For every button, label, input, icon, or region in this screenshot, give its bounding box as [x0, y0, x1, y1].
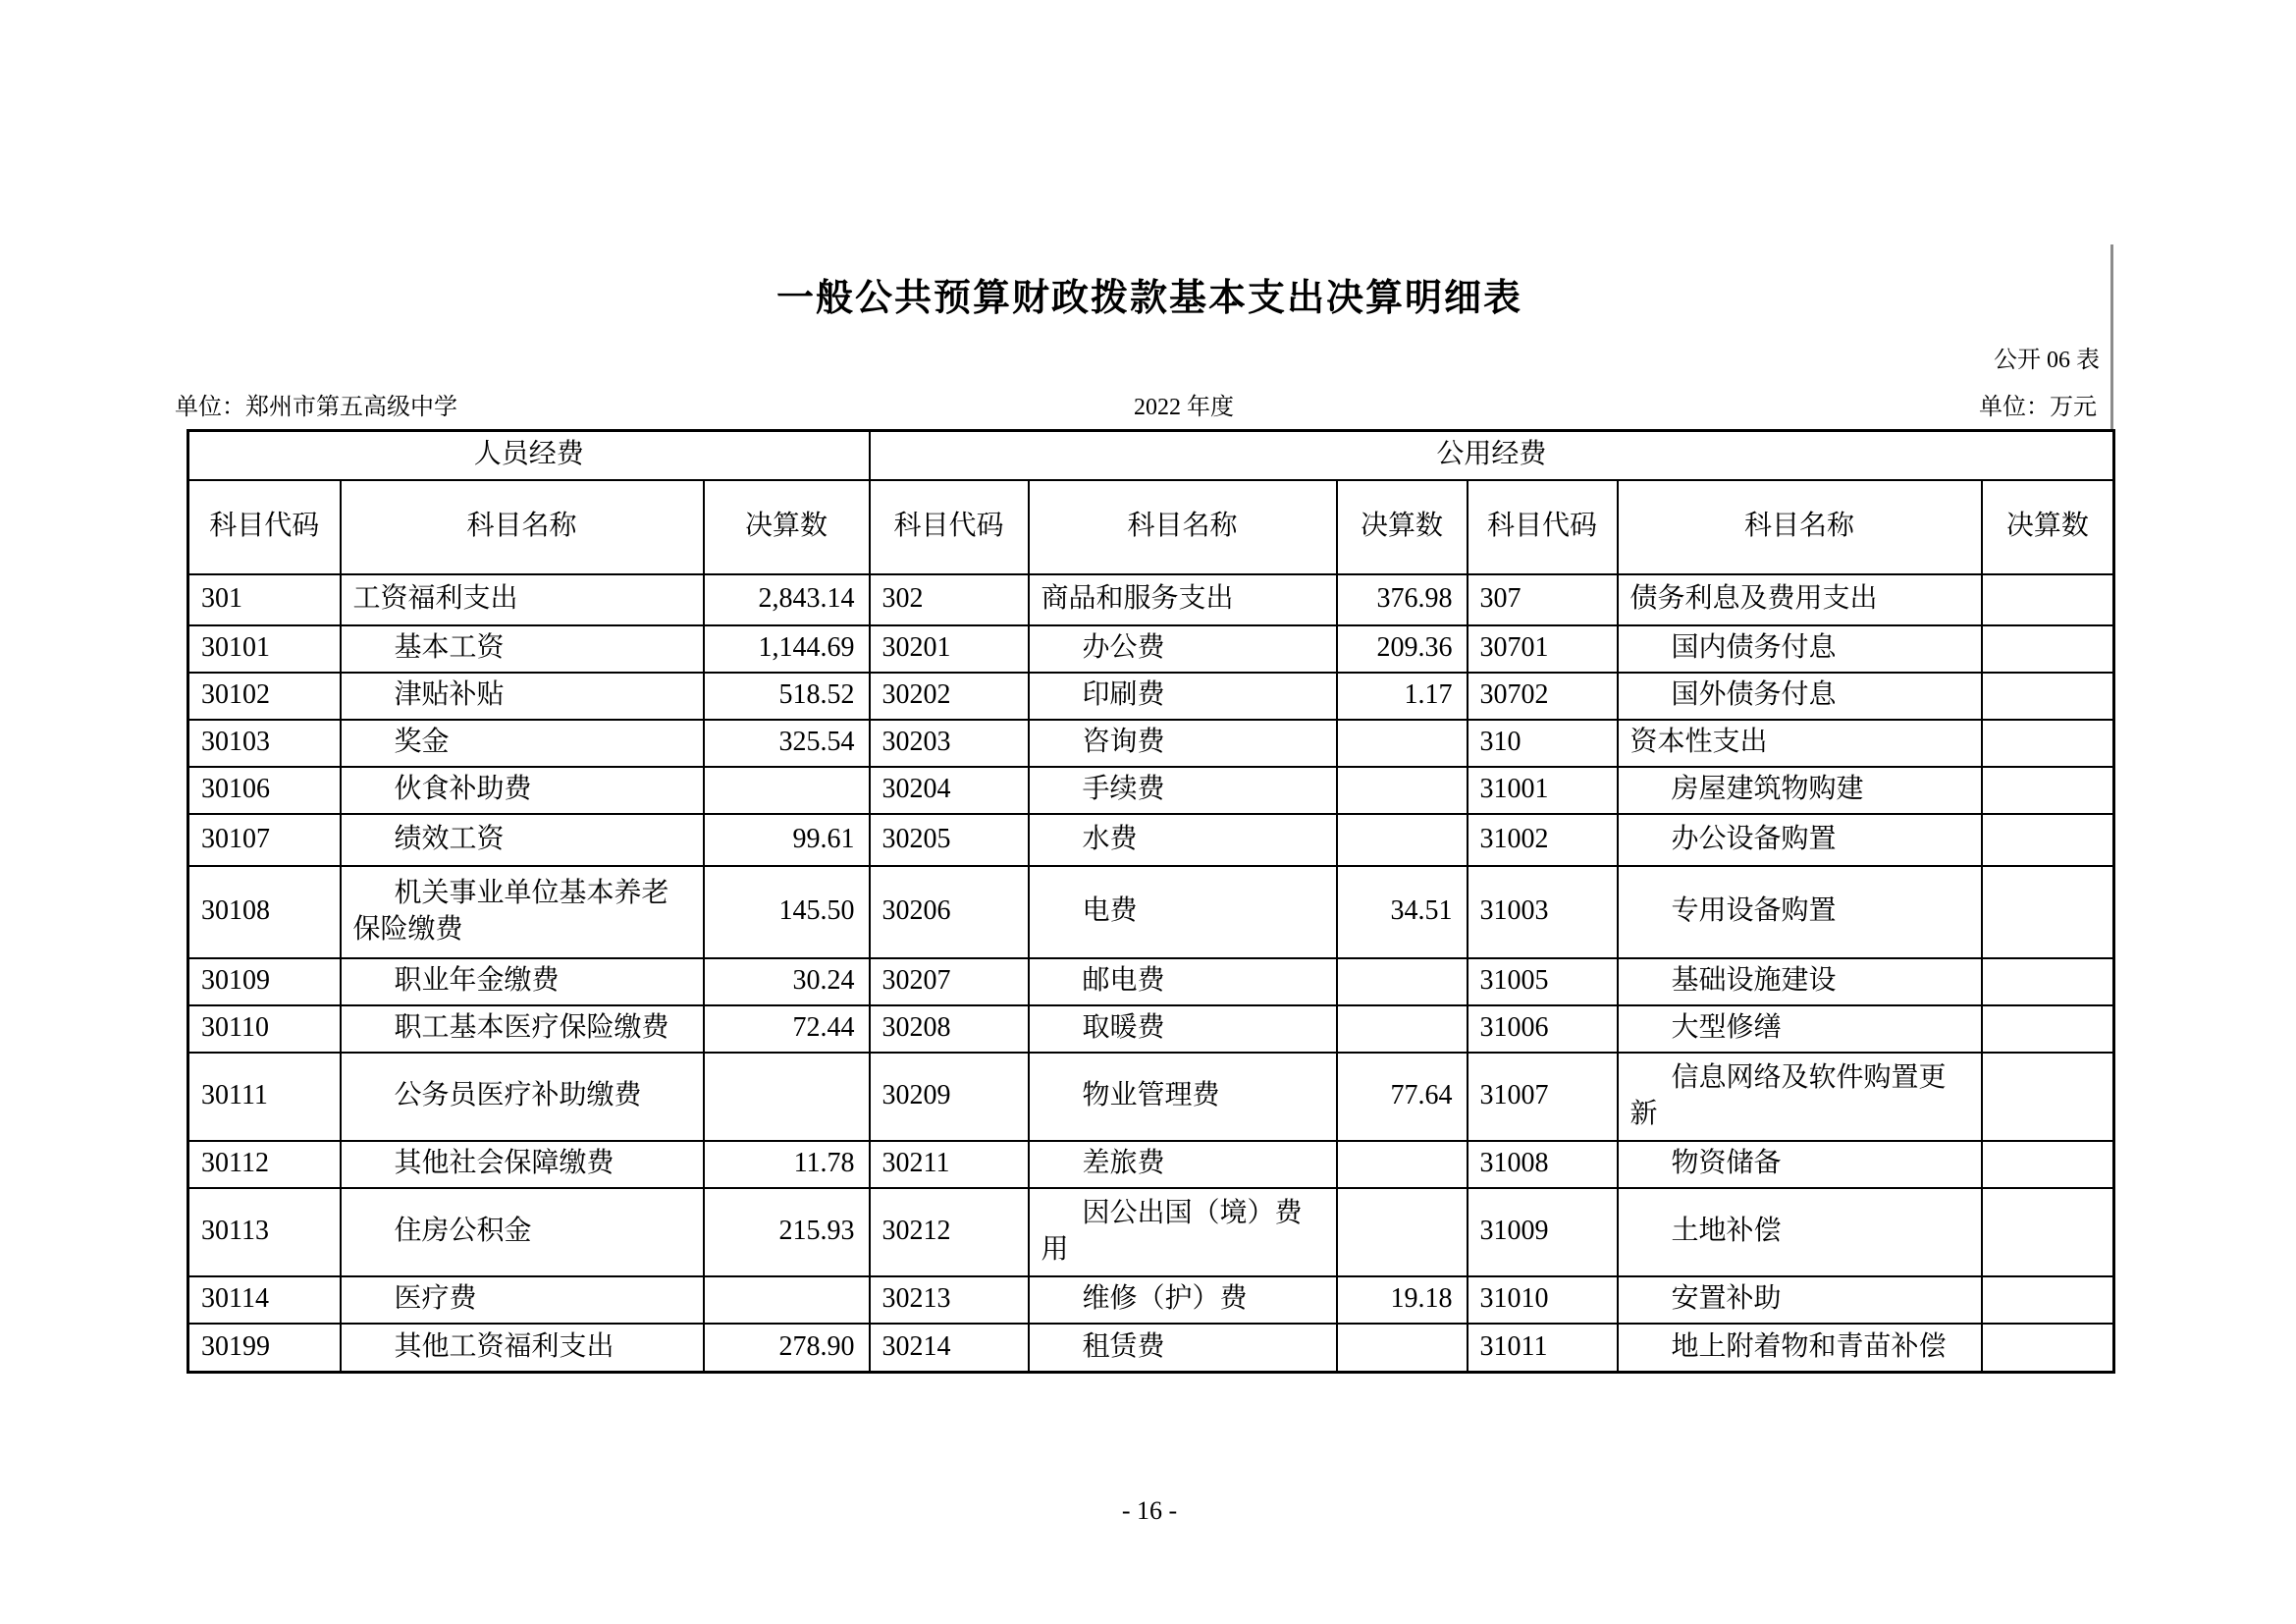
- amount-cell: [1982, 574, 2114, 625]
- subject-code-cell: 30203: [870, 720, 1029, 767]
- subject-code-cell: 307: [1468, 574, 1618, 625]
- table-row: [188, 1276, 2114, 1324]
- subject-name-cell: 基础设施建设: [1618, 958, 1982, 1005]
- subject-name-cell: 专用设备购置: [1618, 866, 1982, 958]
- subject-code-cell: 30114: [188, 1276, 341, 1324]
- subject-name-cell: 公务员医疗补助缴费: [341, 1053, 704, 1141]
- subject-name-cell: 房屋建筑物购建: [1618, 767, 1982, 814]
- subject-name-cell: 职业年金缴费: [341, 958, 704, 1005]
- year-label: 2022 年度: [1134, 395, 1234, 420]
- col-header-name-2: 科目名称: [1029, 480, 1337, 574]
- amount-cell: [1982, 814, 2114, 866]
- amount-cell: 77.64: [1337, 1053, 1468, 1141]
- amount-cell: 30.24: [704, 958, 870, 1005]
- amount-cell: 11.78: [704, 1141, 870, 1188]
- amount-cell: [704, 1053, 870, 1141]
- amount-cell: [1337, 814, 1468, 866]
- subject-name-cell: 土地补偿: [1618, 1188, 1982, 1276]
- subject-code-cell: 30110: [188, 1005, 341, 1053]
- col-header-code-2: 科目代码: [870, 480, 1029, 574]
- amount-cell: [1337, 1324, 1468, 1373]
- subject-name-cell: 安置补助: [1618, 1276, 1982, 1324]
- subject-name-cell: 债务利息及费用支出: [1618, 574, 1982, 625]
- table-row: [188, 1141, 2114, 1188]
- amount-cell: 376.98: [1337, 574, 1468, 625]
- subject-code-cell: 31001: [1468, 767, 1618, 814]
- table-row: [188, 767, 2114, 814]
- subject-code-cell: 30209: [870, 1053, 1029, 1141]
- subject-code-cell: 31002: [1468, 814, 1618, 866]
- table-row: [188, 720, 2114, 767]
- subject-code-cell: 30202: [870, 673, 1029, 720]
- amount-cell: 145.50: [704, 866, 870, 958]
- group-header-row: [188, 431, 2114, 480]
- table-row: [188, 625, 2114, 673]
- subject-name-cell: 地上附着物和青苗补偿: [1618, 1324, 1982, 1373]
- subject-code-cell: 30206: [870, 866, 1029, 958]
- amount-cell: [1982, 1053, 2114, 1141]
- amount-cell: [1982, 767, 2114, 814]
- subject-name-cell: 租赁费: [1029, 1324, 1337, 1373]
- right-margin-line: [2110, 244, 2113, 429]
- subject-code-cell: 30213: [870, 1276, 1029, 1324]
- subject-code-cell: 31005: [1468, 958, 1618, 1005]
- subject-name-cell: 工资福利支出: [341, 574, 704, 625]
- table-row: [188, 1053, 2114, 1141]
- subject-code-cell: 31007: [1468, 1053, 1618, 1141]
- amount-cell: [1337, 720, 1468, 767]
- subject-code-cell: 302: [870, 574, 1029, 625]
- amount-cell: [1982, 1141, 2114, 1188]
- subject-code-cell: 30107: [188, 814, 341, 866]
- subject-code-cell: 30205: [870, 814, 1029, 866]
- amount-cell: [1982, 673, 2114, 720]
- subject-name-cell: 医疗费: [341, 1276, 704, 1324]
- subject-name-cell: 取暖费: [1029, 1005, 1337, 1053]
- subject-name-cell: 国外债务付息: [1618, 673, 1982, 720]
- subject-code-cell: 31011: [1468, 1324, 1618, 1373]
- subject-name-cell: 奖金: [341, 720, 704, 767]
- subject-code-cell: 31009: [1468, 1188, 1618, 1276]
- subject-name-cell: 印刷费: [1029, 673, 1337, 720]
- subject-name-cell: 资本性支出: [1618, 720, 1982, 767]
- subject-name-cell: 差旅费: [1029, 1141, 1337, 1188]
- amount-cell: 99.61: [704, 814, 870, 866]
- column-header-row: [188, 480, 2114, 574]
- subject-code-cell: 31003: [1468, 866, 1618, 958]
- subject-name-cell: 大型修缮: [1618, 1005, 1982, 1053]
- subject-name-cell: 伙食补助费: [341, 767, 704, 814]
- subject-name-cell: 物资储备: [1618, 1141, 1982, 1188]
- subject-name-cell: 水费: [1029, 814, 1337, 866]
- amount-cell: 19.18: [1337, 1276, 1468, 1324]
- subject-name-cell: 因公出国（境）费用: [1029, 1188, 1337, 1276]
- subject-code-cell: 30208: [870, 1005, 1029, 1053]
- subject-name-cell: 其他社会保障缴费: [341, 1141, 704, 1188]
- subject-code-cell: 31008: [1468, 1141, 1618, 1188]
- amount-cell: [1337, 1188, 1468, 1276]
- amount-cell: [1982, 958, 2114, 1005]
- table-row: [188, 1324, 2114, 1373]
- amount-cell: 1,144.69: [704, 625, 870, 673]
- col-header-name-3: 科目名称: [1618, 480, 1982, 574]
- amount-cell: 278.90: [704, 1324, 870, 1373]
- subject-name-cell: 职工基本医疗保险缴费: [341, 1005, 704, 1053]
- col-header-code-1: 科目代码: [188, 480, 341, 574]
- amount-cell: [704, 767, 870, 814]
- subject-name-cell: 国内债务付息: [1618, 625, 1982, 673]
- subject-code-cell: 30101: [188, 625, 341, 673]
- page-title: 一般公共预算财政拨款基本支出决算明细表: [775, 278, 1522, 319]
- currency-unit-label: 单位：万元: [1979, 395, 2097, 420]
- subject-code-cell: 30204: [870, 767, 1029, 814]
- subject-name-cell: 绩效工资: [341, 814, 704, 866]
- subject-name-cell: 信息网络及软件购置更新: [1618, 1053, 1982, 1141]
- amount-cell: 34.51: [1337, 866, 1468, 958]
- amount-cell: [1337, 1005, 1468, 1053]
- subject-name-cell: 电费: [1029, 866, 1337, 958]
- subject-code-cell: 30102: [188, 673, 341, 720]
- amount-cell: 1.17: [1337, 673, 1468, 720]
- subject-code-cell: 301: [188, 574, 341, 625]
- subject-code-cell: 30108: [188, 866, 341, 958]
- table-row: [188, 1188, 2114, 1276]
- amount-cell: [1982, 1276, 2114, 1324]
- amount-cell: 2,843.14: [704, 574, 870, 625]
- form-code-label: 公开 06 表: [1994, 348, 2100, 373]
- subject-code-cell: 310: [1468, 720, 1618, 767]
- subject-code-cell: 31006: [1468, 1005, 1618, 1053]
- subject-name-cell: 邮电费: [1029, 958, 1337, 1005]
- col-header-amount-2: 决算数: [1337, 480, 1468, 574]
- amount-cell: [704, 1276, 870, 1324]
- amount-cell: [1982, 866, 2114, 958]
- subject-code-cell: 30702: [1468, 673, 1618, 720]
- subject-code-cell: 30207: [870, 958, 1029, 1005]
- amount-cell: 325.54: [704, 720, 870, 767]
- subject-name-cell: 咨询费: [1029, 720, 1337, 767]
- table-row: [188, 866, 2114, 958]
- amount-cell: [1982, 1188, 2114, 1276]
- col-header-code-3: 科目代码: [1468, 480, 1618, 574]
- subject-name-cell: 商品和服务支出: [1029, 574, 1337, 625]
- amount-cell: [1982, 720, 2114, 767]
- subject-code-cell: 30112: [188, 1141, 341, 1188]
- subject-code-cell: 30199: [188, 1324, 341, 1373]
- subject-name-cell: 办公费: [1029, 625, 1337, 673]
- amount-cell: 209.36: [1337, 625, 1468, 673]
- subject-code-cell: 30113: [188, 1188, 341, 1276]
- subject-name-cell: 住房公积金: [341, 1188, 704, 1276]
- subject-name-cell: 手续费: [1029, 767, 1337, 814]
- subject-code-cell: 30212: [870, 1188, 1029, 1276]
- subject-name-cell: 津贴补贴: [341, 673, 704, 720]
- amount-cell: [1337, 958, 1468, 1005]
- page-number: - 16 -: [1121, 1496, 1178, 1525]
- table-row: [188, 673, 2114, 720]
- budget-table: [187, 429, 2115, 1374]
- unit-label: 单位：郑州市第五高级中学: [175, 395, 457, 420]
- subject-name-cell: 办公设备购置: [1618, 814, 1982, 866]
- table-row: [188, 574, 2114, 625]
- subject-code-cell: 30111: [188, 1053, 341, 1141]
- subject-code-cell: 31010: [1468, 1276, 1618, 1324]
- subject-name-cell: 其他工资福利支出: [341, 1324, 704, 1373]
- subject-name-cell: 机关事业单位基本养老保险缴费: [341, 866, 704, 958]
- subject-name-cell: 物业管理费: [1029, 1053, 1337, 1141]
- subject-code-cell: 30106: [188, 767, 341, 814]
- table-row: [188, 814, 2114, 866]
- group-header-personnel: 人员经费: [188, 431, 870, 480]
- subject-code-cell: 30211: [870, 1141, 1029, 1188]
- subject-code-cell: 30701: [1468, 625, 1618, 673]
- amount-cell: 72.44: [704, 1005, 870, 1053]
- col-header-amount-1: 决算数: [704, 480, 870, 574]
- amount-cell: 518.52: [704, 673, 870, 720]
- col-header-name-1: 科目名称: [341, 480, 704, 574]
- amount-cell: [1982, 1005, 2114, 1053]
- subject-name-cell: 基本工资: [341, 625, 704, 673]
- amount-cell: 215.93: [704, 1188, 870, 1276]
- subject-code-cell: 30109: [188, 958, 341, 1005]
- subject-code-cell: 30103: [188, 720, 341, 767]
- table-row: [188, 1005, 2114, 1053]
- subject-code-cell: 30214: [870, 1324, 1029, 1373]
- group-header-public: 公用经费: [870, 431, 2114, 480]
- col-header-amount-3: 决算数: [1982, 480, 2114, 574]
- amount-cell: [1337, 1141, 1468, 1188]
- table-row: [188, 958, 2114, 1005]
- subject-code-cell: 30201: [870, 625, 1029, 673]
- amount-cell: [1982, 625, 2114, 673]
- table-body: [188, 574, 2114, 1373]
- amount-cell: [1982, 1324, 2114, 1373]
- amount-cell: [1337, 767, 1468, 814]
- subject-name-cell: 维修（护）费: [1029, 1276, 1337, 1324]
